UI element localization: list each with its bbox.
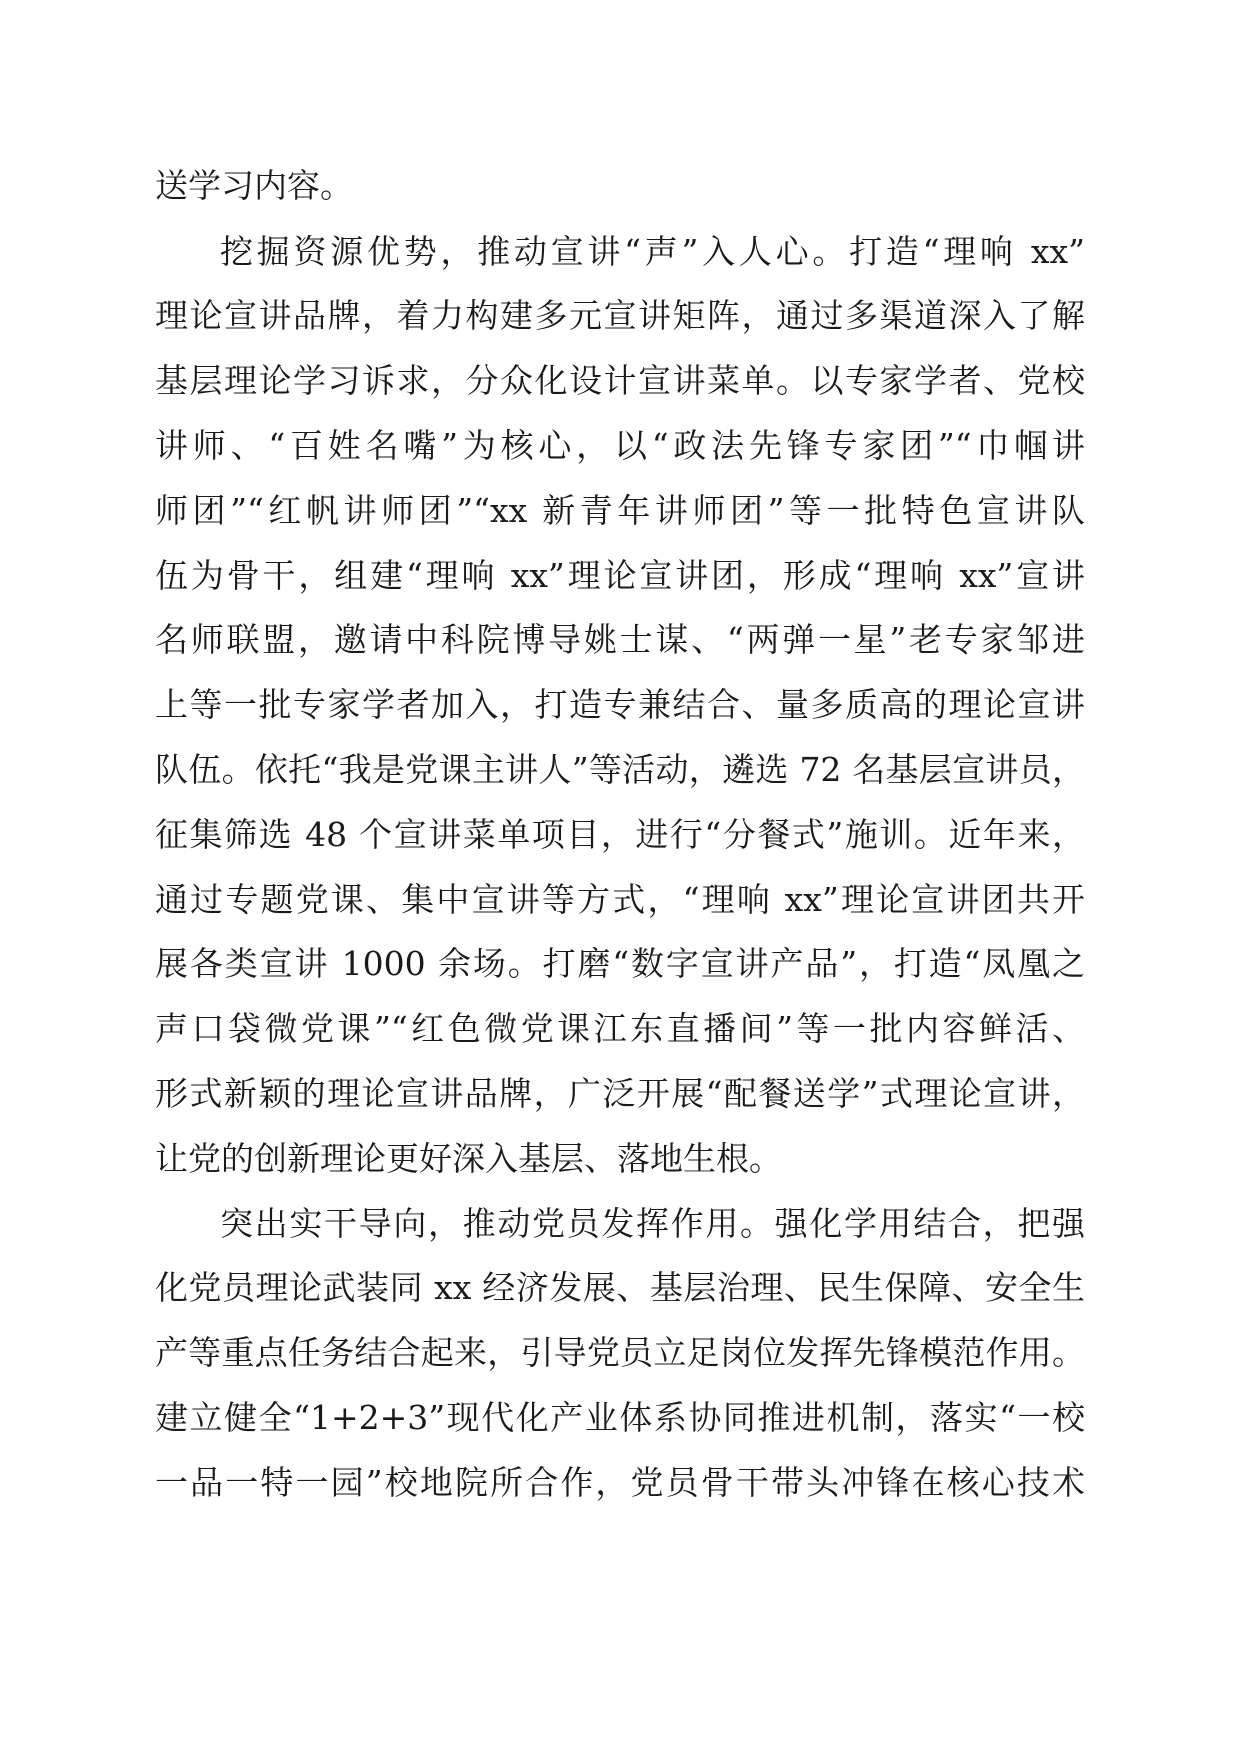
text-line: 通过专题党课、集中宣讲等方式，“理响 xx”理论宣讲团共开 bbox=[155, 880, 1085, 919]
text-line: 征集筛选 48 个宣讲菜单项目，进行“分餐式”施训。近年来， bbox=[155, 815, 1085, 854]
text-line: 产等重点任务结合起来，引导党员立足岗位发挥先锋模范作用。 bbox=[155, 1333, 1085, 1372]
text-line: 伍为骨干，组建“理响 xx”理论宣讲团，形成“理响 xx”宣讲 bbox=[155, 556, 1085, 595]
paragraph-first-line: 突出实干导向，推动党员发挥作用。强化学用结合，把强 bbox=[220, 1204, 1085, 1243]
text-line: 基层理论学习诉求，分众化设计宣讲菜单。以专家学者、党校 bbox=[155, 361, 1085, 400]
text-line: 一品一特一园”校地院所合作，党员骨干带头冲锋在核心技术 bbox=[155, 1463, 1085, 1502]
text-line: 声口袋微党课”“红色微党课江东直播间”等一批内容鲜活、 bbox=[155, 1009, 1085, 1048]
text-line: 讲师、“百姓名嘴”为核心，以“政法先锋专家团”“巾帼讲 bbox=[155, 426, 1085, 465]
text-line: 化党员理论武装同 xx 经济发展、基层治理、民生保障、安全生 bbox=[155, 1268, 1085, 1307]
text-line: 形式新颖的理论宣讲品牌，广泛开展“配餐送学”式理论宣讲， bbox=[155, 1074, 1085, 1113]
text-line: 送学习内容。 bbox=[155, 166, 353, 205]
text-line: 上等一批专家学者加入，打造专兼结合、量多质高的理论宣讲 bbox=[155, 685, 1085, 724]
text-line: 理论宣讲品牌，着力构建多元宣讲矩阵，通过多渠道深入了解 bbox=[155, 296, 1085, 335]
paragraph-first-line: 挖掘资源优势，推动宣讲“声”入人心。打造“理响 xx” bbox=[220, 232, 1085, 271]
text-line: 名师联盟，邀请中科院博导姚士谋、“两弹一星”老专家邹进 bbox=[155, 620, 1085, 659]
text-line: 队伍。依托“我是党课主讲人”等活动，遴选 72 名基层宣讲员， bbox=[155, 750, 1085, 789]
text-line: 让党的创新理论更好深入基层、落地生根。 bbox=[155, 1139, 782, 1178]
text-line: 展各类宣讲 1000 余场。打磨“数字宣讲产品”，打造“凤凰之 bbox=[155, 944, 1085, 983]
text-line: 师团”“红帆讲师团”“xx 新青年讲师团”等一批特色宣讲队 bbox=[155, 491, 1085, 530]
text-line: 建立健全“1+2+3”现代化产业体系协同推进机制，落实“一校 bbox=[155, 1398, 1085, 1437]
